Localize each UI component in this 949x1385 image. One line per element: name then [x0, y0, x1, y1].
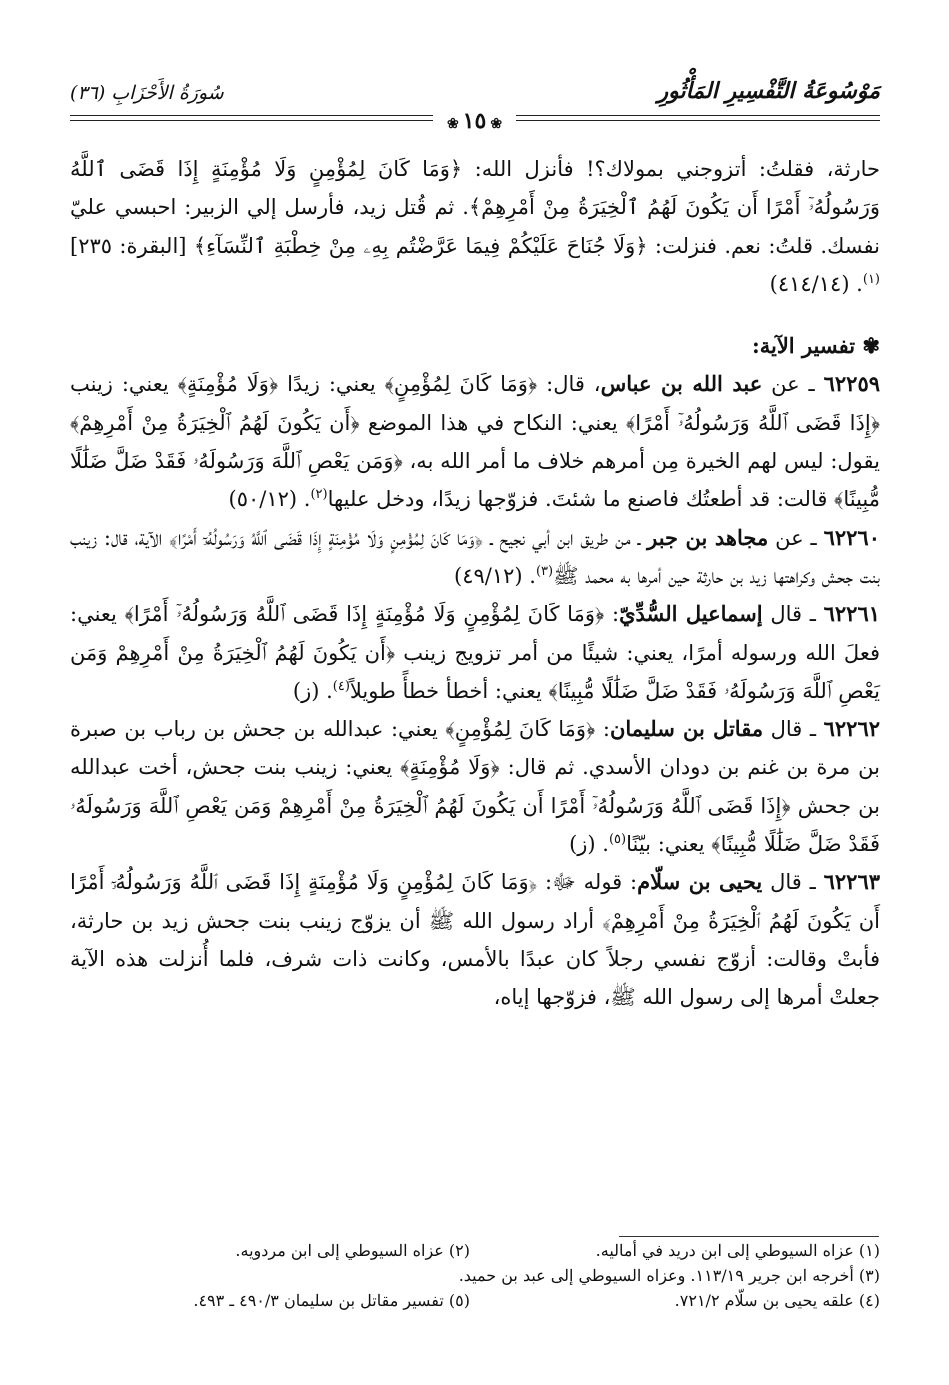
entry-paragraph	[70, 863, 880, 1016]
section-heading: ✾ تفسير الآية:	[751, 333, 880, 359]
entry-lead: ـ قال	[762, 602, 824, 627]
narrator-name: يحيى بن سلّام	[637, 869, 763, 895]
footnote: (١) عزاه السيوطي إلى ابن دريد في أماليه.	[595, 1241, 880, 1260]
entry-lead: ـ قال	[763, 717, 824, 742]
entry-lead: ـ عن	[762, 372, 824, 397]
narrator-name: إسماعيل السُّدِّيّ	[619, 601, 763, 627]
entry-text: ـ من طريق ابن أبي نجيح ـ ﴿وَمَا كَانَ لِمُؤْمِنٍ وَلَا مُؤْمِنَةٍ إِذَا قَضَى ٱللَّهُ وَرَسُولُهُۥٓ أَمْرًا﴾ الآية، قال: زينب بنت جحش وكراهتها زيد بن حارثة حين أمرها به محمد ﷺ	[70, 525, 880, 588]
intro-paragraph	[70, 150, 880, 303]
entry-paragraph	[70, 595, 880, 710]
entry-text: ، قال: ﴿وَمَا كَانَ لِمُؤْمِنٍ﴾ يعني: زيدًا ﴿وَلَا مُؤْمِنَةٍ﴾ يعني: زينب ﴿إِذَا قَضَى ٱللَّهُ وَرَسُولُهُۥٓ أَمْرًا﴾ يعني: النكاح في هذا الموضع ﴿أَن يَكُونَ لَهُمُ ٱلْخِيَرَةُ مِنْ أَمْرِهِمْ﴾ يقول: ليس لهم الخيرة مِن أمرهم خلاف ما أمر الله به، ﴿وَمَن يَعْصِ ٱللَّهَ وَرَسُولَهُۥ فَقَدْ ضَلَّ ضَلَٰلًا مُّبِينًا﴾ قالت: قد أطعتُك فاصنع ما شئتَ. فزوّجها زيدًا، ودخل عليها	[70, 372, 880, 512]
entry-text: : ﴿وَمَا كَانَ لِمُؤْمِنٍ وَلَا مُؤْمِنَةٍ إِذَا قَضَى ٱللَّهُ وَرَسُولُهُۥٓ أَمْرًا﴾ يعني: فعلَ الله ورسوله أمرًا، يعني: شيئًا من أمر تزويج زينب ﴿أَن يَكُونَ لَهُمُ ٱلْخِيَرَةُ مِنْ أَمْرِهِمْ وَمَن يَعْصِ ٱللَّهَ وَرَسُولَهُۥ فَقَدْ ضَلَّ ضَلَٰلًا مُّبِينًا﴾ يعني: أخطأ خطأً طويلاً	[70, 602, 880, 703]
page-number-bar	[0, 108, 949, 134]
narrator-name: مقاتل بن سليمان	[609, 716, 764, 742]
footnote-row	[70, 1238, 880, 1263]
footnote-marker: (٥)	[608, 832, 627, 848]
entry-text: : قوله ﷻ: ﴿وَمَا كَانَ لِمُؤْمِنٍ وَلَا مُؤْمِنَةٍ إِذَا قَضَى ٱللَّهُ وَرَسُولُهُۥٓ أَمْرًا أَن يَكُونَ لَهُمُ ٱلْخِيَرَةُ مِنْ أَمْرِهِمْ﴾ أراد رسول الله ﷺ أن يزوّج زينب بنت جحش زيد بن حارثة، فأبتْ وقالت: أزوّج نفسي رجلاً كان عبدًا بالأمس، وكانت ذات شرف، فلما أُنزلت هذه الآية جعلتْ أمرها إلى رسول الله ﷺ، فزوّجها إياه،	[70, 870, 880, 1010]
narrator-name: عبد الله بن عباس	[600, 371, 763, 397]
footnote: (٤) علقه يحيى بن سلّام ٧٢١/٢.	[674, 1291, 880, 1310]
intro-text: حارثة، فقلتُ: أتزوجني بمولاك؟! فأنزل الله: ﴿وَمَا كَانَ لِمُؤْمِنٍ وَلَا مُؤْمِنَةٍ إِذَا قَضَى ٱللَّهُ وَرَسُولُهُۥٓ أَمْرًا أَن يَكُونَ لَهُمُ ٱلْخِيَرَةُ مِنْ أَمْرِهِمْ﴾. ثم قُتل زيد، فأرسل إلي الزبير: احبسي عليّ نفسك. قلتُ: نعم. فنزلت: ﴿وَلَا جُنَاحَ عَلَيْكُمْ فِيمَا عَرَّضْتُم بِهِۦ مِنْ خِطْبَةِ ٱلنِّسَآءِ﴾	[70, 157, 880, 258]
page-number-box	[433, 108, 516, 134]
footnote-marker: (٤)	[332, 678, 350, 694]
footnote-row	[70, 1263, 880, 1288]
page-number: ١٥	[462, 108, 487, 134]
entry-paragraph	[70, 365, 880, 518]
narrator-name: مجاهد بن جبر	[647, 524, 769, 550]
footnote-marker: (٢)	[310, 487, 328, 503]
entry-paragraph	[70, 710, 880, 863]
entry-text: : ﴿وَمَا كَانَ لِمُؤْمِنٍ﴾ يعني: عبدالله بن جحش بن رباب بن صبرة بن مرة بن غنم بن دودان الأسدي. ثم قال: ﴿وَلَا مُؤْمِنَةٍ﴾ يعني: زينب بنت جحش، أخت عبدالله بن جحش ﴿إِذَا قَضَى ٱللَّهُ وَرَسُولُهُۥٓ أَمْرًا أَن يَكُونَ لَهُمُ ٱلْخِيَرَةُ مِنْ أَمْرِهِمْ وَمَن يَعْصِ ٱللَّهَ وَرَسُولَهُۥ فَقَدْ ضَلَّ ضَلَٰلًا مُّبِينًا﴾ يعني: بيّنًا	[70, 717, 880, 857]
verse-reference: [البقرة: ٢٣٥]	[70, 233, 187, 258]
source-reference: . (ز)	[569, 832, 609, 857]
source-reference: . (٤١٤/١٤)	[769, 271, 863, 296]
source-reference: . (٤٩/١٢)	[454, 563, 536, 588]
footnote-row	[70, 1288, 880, 1313]
source-reference: . (ز)	[292, 678, 333, 703]
entry-number: ٦٢٢٦٣	[823, 869, 881, 895]
entry-paragraph	[70, 519, 880, 596]
source-reference: . (٥٠/١٢)	[228, 487, 311, 512]
book-title: مَوْسُوعَةُ التَّفْسِيرِ المَأْثُورِ	[657, 78, 880, 104]
entry-number: ٦٢٢٥٩	[823, 371, 881, 397]
footnote: (٥) تفسير مقاتل بن سليمان ٤٩٠/٣ ـ ٤٩٣.	[193, 1291, 470, 1310]
footnote-rule	[619, 1236, 879, 1237]
flower-icon: ✾	[855, 333, 880, 359]
entry-lead: ـ قال	[762, 870, 824, 895]
footnote-marker: (٣)	[535, 563, 554, 579]
footnote-marker: (١)	[862, 271, 880, 287]
entry-number: ٦٢٢٦٠	[823, 524, 880, 550]
entry-number: ٦٢٢٦١	[823, 601, 881, 627]
ornament-icon: ❀	[446, 116, 459, 132]
footnote: (٣) أخرجه ابن جرير ١١٣/١٩. وعزاه السيوطي إلى عبد بن حميد.	[458, 1266, 880, 1285]
surah-title: سُورَةُ الأَحْزَابِ (٣٦)	[70, 82, 224, 104]
entry-lead: ـ عن	[768, 525, 824, 550]
main-text	[70, 150, 880, 1017]
entry-number: ٦٢٢٦٢	[823, 716, 881, 742]
ornament-icon: ❀	[490, 116, 503, 132]
footnotes	[70, 1238, 880, 1313]
footnote: (٢) عزاه السيوطي إلى ابن مردويه.	[235, 1241, 470, 1260]
